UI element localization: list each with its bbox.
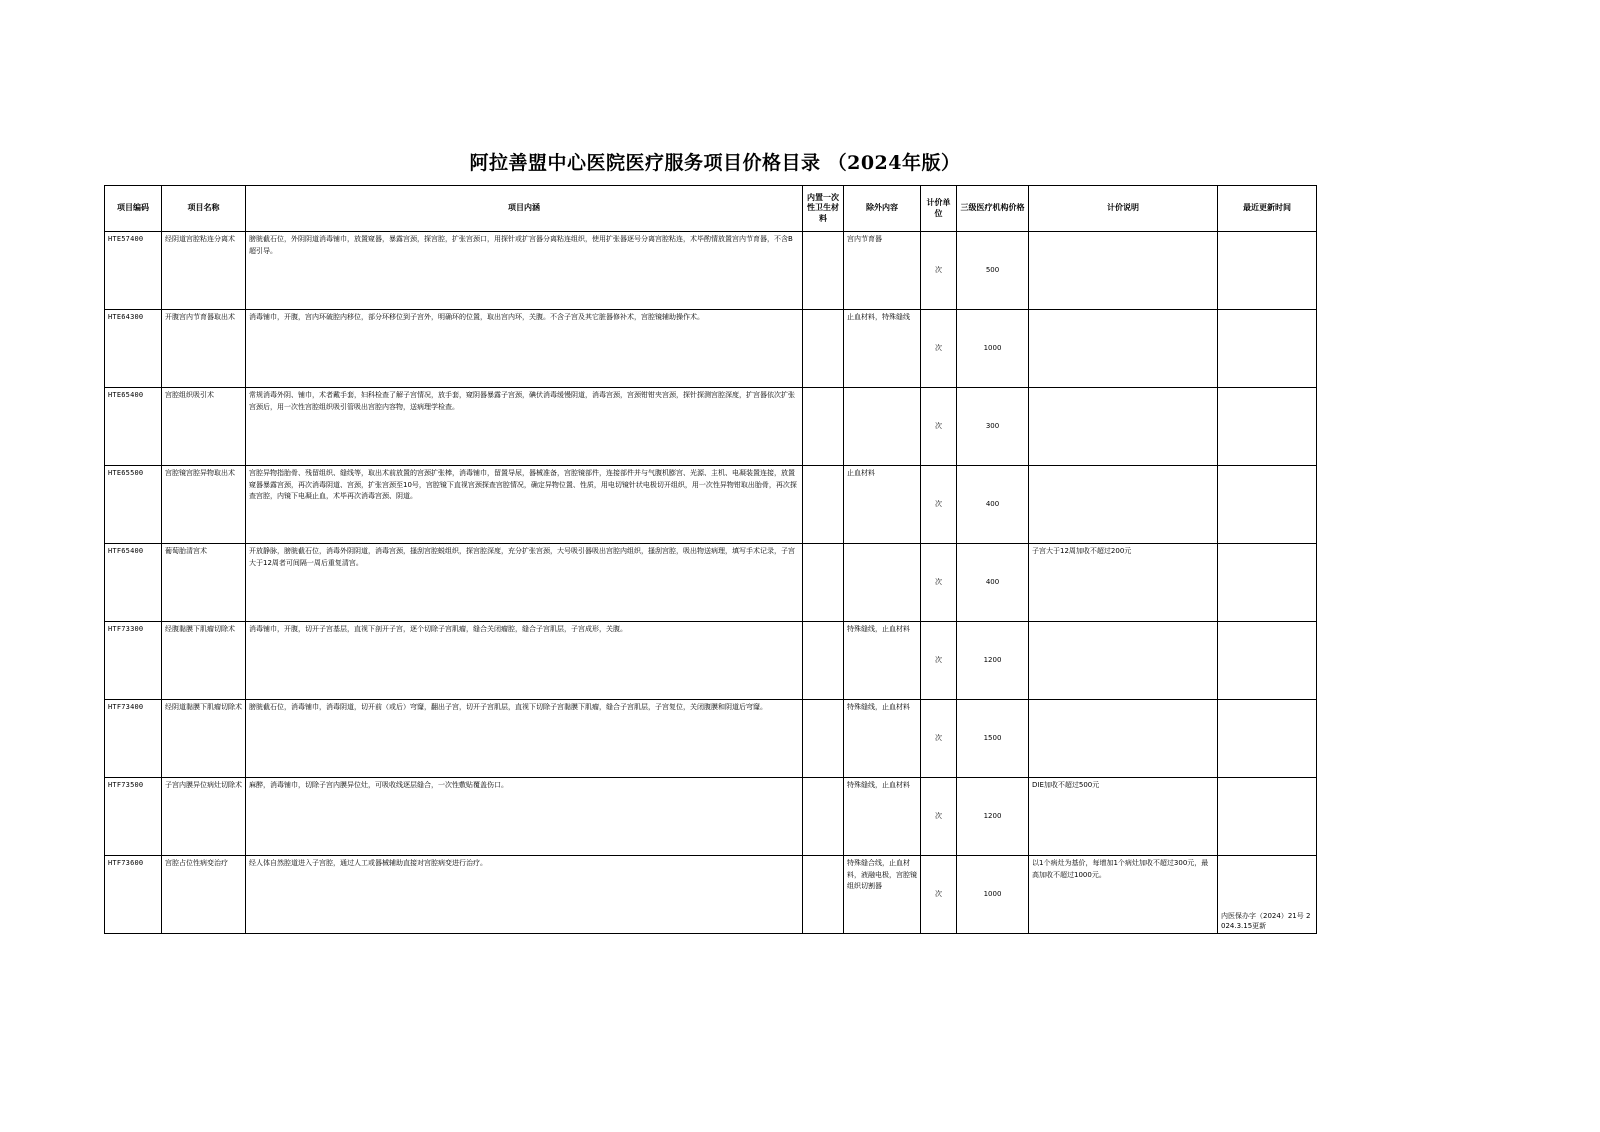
item-price: 1200 [957, 622, 1029, 700]
item-notes [1029, 388, 1218, 466]
item-code: HTF73300 [105, 622, 162, 700]
item-price: 500 [957, 232, 1029, 310]
item-consumables [803, 232, 844, 310]
item-code: HTF73400 [105, 700, 162, 778]
item-content: 消毒铺巾，开腹，切开子宫基层，直视下剖开子宫，逐个切除子宫肌瘤，缝合关闭瘤腔，缝合子宫肌层，子宫成形，关腹。 [246, 622, 803, 700]
item-updated [1218, 310, 1317, 388]
item-notes [1029, 700, 1218, 778]
item-unit: 次 [921, 232, 957, 310]
item-price: 300 [957, 388, 1029, 466]
item-price: 400 [957, 466, 1029, 544]
item-content: 开放静脉，膀胱截石位，消毒外阴阴道，消毒宫颈，搔刮宫腔蜕组织，探宫腔深度，充分扩张宫颈，大号吸引器吸出宫腔内组织，搔刮宫腔，吸出物送病理，填写手术记录，子宫大于12周者可间隔一周后重复清宫。 [246, 544, 803, 622]
item-consumables [803, 310, 844, 388]
item-consumables [803, 544, 844, 622]
item-code: HTE57400 [105, 232, 162, 310]
item-updated [1218, 622, 1317, 700]
header-updated: 最近更新时间 [1218, 186, 1317, 232]
item-updated [1218, 778, 1317, 856]
item-consumables [803, 700, 844, 778]
item-price: 400 [957, 544, 1029, 622]
item-consumables [803, 778, 844, 856]
item-notes [1029, 466, 1218, 544]
item-notes [1029, 310, 1218, 388]
item-unit: 次 [921, 778, 957, 856]
item-name: 葡萄胎清宫术 [162, 544, 246, 622]
page-title: 阿拉善盟中心医院医疗服务项目价格目录 （2024年版） [469, 152, 961, 174]
item-updated [1218, 466, 1317, 544]
item-notes: 以1个病灶为基价，每增加1个病灶加收不超过300元，最高加收不超过1000元。 [1029, 856, 1218, 934]
item-updated [1218, 700, 1317, 778]
table-row [105, 778, 1317, 856]
item-content: 常规消毒外阴、铺巾，术者戴手套，妇科检查了解子宫情况，放手套，窥阴器暴露子宫颈，碘伏消毒缓慢阴道，消毒宫颈，宫颈钳钳夹宫颈，探针探测宫腔深度，扩宫器依次扩张宫颈后，用一次性宫腔组织吸引管吸出宫腔内容物，送病理学检查。 [246, 388, 803, 466]
item-name: 经阴道黏膜下肌瘤切除术 [162, 700, 246, 778]
header-price: 三级医疗机构价格 [957, 186, 1029, 232]
item-unit: 次 [921, 466, 957, 544]
table-row [105, 700, 1317, 778]
item-name: 宫腔组织吸引术 [162, 388, 246, 466]
item-updated [1218, 856, 1317, 934]
table-row [105, 310, 1317, 388]
header-unit: 计价单位 [921, 186, 957, 232]
item-exclusions: 止血材料，特殊缝线 [844, 310, 921, 388]
item-updated-text: 内医保办字（2024）21号 2024.3.15更新 [1221, 912, 1311, 931]
item-price: 1500 [957, 700, 1029, 778]
header-name: 项目名称 [162, 186, 246, 232]
item-unit: 次 [921, 388, 957, 466]
item-content: 膀胱截石位，外阴阴道消毒铺巾，放置窥器，暴露宫颈，探宫腔，扩张宫颈口，用探针或扩宫器分离粘连组织，使用扩张器逐号分离宫腔粘连，术毕酌情放置宫内节育器，不含B超引导。 [246, 232, 803, 310]
item-unit: 次 [921, 544, 957, 622]
item-content: 麻醉，消毒铺巾，切除子宫内膜异位灶，可吸收线逐层缝合，一次性敷贴覆盖伤口。 [246, 778, 803, 856]
item-unit: 次 [921, 700, 957, 778]
item-exclusions: 特殊缝线，止血材料 [844, 700, 921, 778]
item-exclusions: 宫内节育器 [844, 232, 921, 310]
item-content: 消毒铺巾，开腹，宫内环破腔内移位，部分环移位到子宫外，明确环的位置，取出宫内环，关腹。不含子宫及其它脏器修补术，宫腔镜辅助操作术。 [246, 310, 803, 388]
item-notes: DIE加收不超过500元 [1029, 778, 1218, 856]
item-unit: 次 [921, 622, 957, 700]
header-exclusions: 除外内容 [844, 186, 921, 232]
item-notes: 子宫大于12周加收不超过200元 [1029, 544, 1218, 622]
item-code: HTF73600 [105, 856, 162, 934]
item-code: HTE65500 [105, 466, 162, 544]
item-price: 1200 [957, 778, 1029, 856]
item-name: 宫腔占位性病变治疗 [162, 856, 246, 934]
header-content: 项目内涵 [246, 186, 803, 232]
item-name: 开腹宫内节育器取出术 [162, 310, 246, 388]
item-updated [1218, 544, 1317, 622]
item-name: 子宫内膜异位病灶切除术 [162, 778, 246, 856]
table-row [105, 232, 1317, 310]
table-row [105, 466, 1317, 544]
item-exclusions: 止血材料 [844, 466, 921, 544]
item-content: 膀胱截石位，消毒铺巾，消毒阴道，切开前（或后）穹窿，翻出子宫，切开子宫肌层，直视下切除子宫黏膜下肌瘤，缝合子宫肌层，子宫复位，关闭腹膜和阴道后穹窿。 [246, 700, 803, 778]
item-name: 经腹黏膜下肌瘤切除术 [162, 622, 246, 700]
item-exclusions [844, 544, 921, 622]
item-price: 1000 [957, 856, 1029, 934]
item-updated [1218, 232, 1317, 310]
item-unit: 次 [921, 310, 957, 388]
table-row [105, 856, 1317, 934]
item-code: HTE65400 [105, 388, 162, 466]
header-consumables: 内置一次性卫生材料 [803, 186, 844, 232]
item-notes [1029, 622, 1218, 700]
item-content: 经人体自然腔道进入子宫腔，通过人工或器械辅助直接对宫腔病变进行治疗。 [246, 856, 803, 934]
header-code: 项目编码 [105, 186, 162, 232]
item-updated [1218, 388, 1317, 466]
item-name: 宫腔镜宫腔异物取出术 [162, 466, 246, 544]
item-consumables [803, 388, 844, 466]
item-exclusions: 特殊缝线，止血材料 [844, 622, 921, 700]
item-exclusions: 特殊缝线，止血材料 [844, 778, 921, 856]
item-unit: 次 [921, 856, 957, 934]
item-consumables [803, 622, 844, 700]
item-code: HTE64300 [105, 310, 162, 388]
item-price: 1000 [957, 310, 1029, 388]
header-notes: 计价说明 [1029, 186, 1218, 232]
price-table [104, 185, 1317, 934]
item-code: HTF73500 [105, 778, 162, 856]
item-code: HTF65400 [105, 544, 162, 622]
header-row [105, 186, 1317, 232]
table-row [105, 544, 1317, 622]
item-content: 宫腔异物指胎骨、残留组织、缝线等，取出术前放置的宫颈扩张棒，消毒铺巾，留置导尿，器械准备，宫腔镜部件，连接部件并与气腹机膨宫、光源、主机、电凝装置连接，放置窥器暴露宫颈，再次消毒阴道、宫颈，扩张宫颈至10号，宫腔镜下直视宫颈探查宫腔情况，确定异物位置、性质，用电切镜针状电极切开组织，用一次性异物钳取出胎骨，再次探查宫腔，内镜下电凝止血，术毕再次消毒宫颈、阴道。 [246, 466, 803, 544]
table-row [105, 622, 1317, 700]
table-row [105, 388, 1317, 466]
item-consumables [803, 466, 844, 544]
item-notes [1029, 232, 1218, 310]
item-consumables [803, 856, 844, 934]
item-exclusions: 特殊缝合线，止血材料，液融电极，宫腔镜组织切割器 [844, 856, 921, 934]
item-name: 经阴道宫腔粘连分离术 [162, 232, 246, 310]
item-exclusions [844, 388, 921, 466]
